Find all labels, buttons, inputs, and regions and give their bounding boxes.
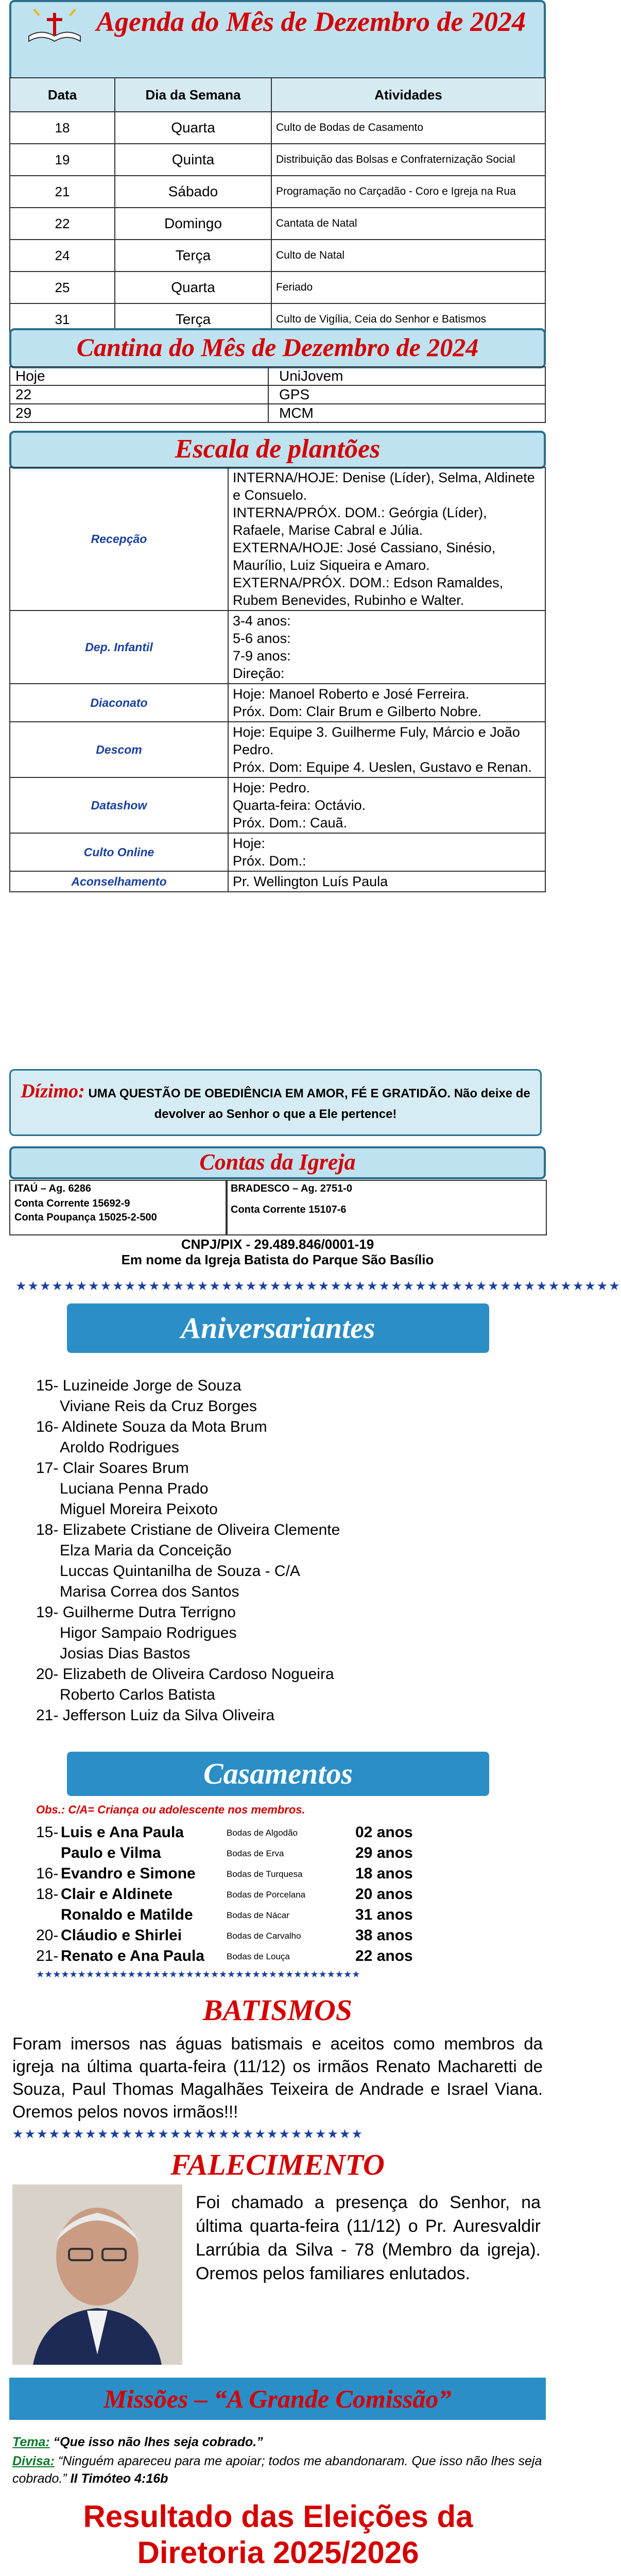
casamento-nome: Ronaldo e Matilde: [61, 1906, 193, 1923]
aniversariante-item: Higor Sampaio Rodrigues: [60, 1624, 237, 1641]
casamento-item: [36, 1927, 541, 1947]
escala-area: Diaconato: [10, 684, 228, 722]
aniversariante-item: Elza Maria da Conceição: [60, 1542, 232, 1559]
aniversariante-item: Marisa Correa dos Santos: [60, 1583, 239, 1600]
eleicoes-title: Resultado das Eleições da Diretoria 2025/2026: [83, 2499, 473, 2570]
casamentos-title: Casamentos: [203, 1757, 353, 1790]
escala-line: INTERNA/HOJE: Denise (Líder), Selma, Aldinete e Consuelo.: [233, 470, 535, 503]
casamento-item: [36, 1865, 541, 1886]
escala-line: Hoje: Pedro.: [233, 780, 310, 795]
missoes-banner: [9, 2378, 546, 2420]
escala-line: Pr. Wellington Luís Paula: [233, 874, 388, 889]
cantina-table: [9, 366, 546, 423]
aniversariantes-list: [36, 1376, 541, 1726]
casamento-anos: 02 anos: [355, 1824, 413, 1841]
escala-table: [9, 467, 546, 892]
casamento-anos: 20 anos: [355, 1886, 413, 1903]
aniversariante-item: 16- Aldinete Souza da Mota Brum: [36, 1418, 267, 1435]
casamento-nome: Paulo e Vilma: [61, 1844, 161, 1861]
escala-line: Próx. Dom.:: [233, 853, 306, 869]
casamento-item: [36, 1886, 541, 1906]
aniversariantes-title: Aniversariantes: [181, 1311, 375, 1345]
contas-nome: Em nome da Igreja Batista do Parque São Basílio: [121, 1252, 434, 1267]
casamento-item: [36, 1947, 541, 1968]
casamento-anos: 22 anos: [355, 1947, 413, 1964]
agenda-cell-atividade: Culto de Bodas de Casamento: [271, 112, 545, 144]
agenda-row: [10, 240, 545, 272]
casamento-anos: 18 anos: [355, 1865, 413, 1882]
escala-detail: [228, 777, 545, 833]
agenda-cell-atividade: Programação no Carçadão - Coro e Igreja na Rua: [271, 176, 545, 208]
cantina-row: [10, 367, 545, 385]
agenda-banner: [9, 0, 546, 81]
casamento-bodas: Bodas de Louça: [227, 1952, 290, 1961]
escala-line: EXTERNA/HOJE: José Cassiano, Sinésio, Maurílio, Luiz Siqueira e Amaro.: [233, 540, 496, 573]
agenda-cell-dia: Quinta: [115, 144, 271, 176]
escala-title: Escala de plantões: [175, 434, 381, 464]
agenda-cell-atividade: Distribuição das Bolsas e Confraternização Social: [271, 144, 545, 176]
escala-row: [10, 467, 545, 611]
bradesco-label: BRADESCO – Ag. 2751-0: [231, 1183, 352, 1194]
escala-line: 3-4 anos:: [233, 613, 291, 629]
bible-logo-icon: [24, 5, 85, 46]
itau-label: ITAÚ – Ag. 6286: [14, 1183, 91, 1194]
agenda-cell-atividade: Cantata de Natal: [271, 208, 545, 240]
escala-banner: [9, 431, 546, 469]
agenda-row: [10, 272, 545, 303]
agenda-cell-dia: Quarta: [115, 272, 271, 303]
agenda-cell-atividade: Feriado: [271, 272, 545, 303]
escala-area: Dep. Infantil: [10, 611, 228, 684]
bradesco-cc: Conta Corrente 15107-6: [231, 1204, 347, 1215]
agenda-row: [10, 208, 545, 240]
cantina-cell-nome: GPS: [268, 385, 545, 404]
contas-itau: [9, 1180, 228, 1235]
agenda-header-atividades: Atividades: [271, 78, 545, 112]
escala-line: INTERNA/PRÓX. DOM.: Geórgia (Líder), Rafaele, Marise Cabral e Júlia.: [233, 505, 487, 538]
aniversariante-item: 19- Guilherme Dutra Terrigno: [36, 1604, 236, 1621]
star-divider-2: ★★★★★★★★★★★★★★★★★★★★★★★★★★★★★: [12, 2127, 364, 2141]
escala-line: Quarta-feira: Octávio.: [233, 798, 366, 813]
aniversariante-item: Aroldo Rodrigues: [60, 1439, 179, 1456]
escala-row: [10, 777, 545, 833]
casamento-anos: 38 anos: [355, 1927, 413, 1944]
casamento-dia: 16-: [36, 1865, 59, 1882]
escala-row: [10, 611, 545, 684]
casamento-dia: 15-: [36, 1824, 59, 1841]
dizimo-label: Dízimo:: [21, 1080, 85, 1102]
contas-title: Contas da Igreja: [199, 1149, 356, 1175]
aniversariante-item: Luccas Quintanilha de Souza - C/A: [60, 1563, 300, 1580]
star-divider: ★★★★★★★★★★★★★★★★★★★★★★★★★★★★★★★★★★★★★★★★★★★★★★★★★★: [15, 1279, 621, 1293]
cantina-banner: [9, 328, 546, 368]
casamento-item: [36, 1906, 541, 1927]
escala-row: [10, 684, 545, 722]
agenda-cell-atividade: Culto de Natal: [271, 240, 545, 272]
escala-line: 7-9 anos:: [233, 648, 291, 664]
falecimento-text: Foi chamado a presença do Senhor, na última quarta-feira (11/12) o Pr. Auresvaldir Larrúbia da Silva - 78 (Membro da igreja). Oremos pelos familiares enlutados.: [196, 2193, 541, 2283]
contas-banner: [9, 1146, 546, 1179]
agenda-row: [10, 144, 545, 176]
casamento-dia: 18-: [36, 1886, 59, 1903]
escala-detail: [228, 871, 545, 892]
escala-line: 5-6 anos:: [233, 631, 291, 646]
missoes-ref: II Timóteo 4:16b: [70, 2471, 168, 2486]
escala-line: Próx. Dom: Clair Brum e Gilberto Nobre.: [233, 704, 482, 719]
cantina-title: Cantina do Mês de Dezembro de 2024: [76, 333, 479, 362]
aniversariante-item: 20- Elizabeth de Oliveira Cardoso Nogueira: [36, 1666, 334, 1683]
casamento-bodas: Bodas de Carvalho: [227, 1931, 301, 1941]
casamento-bodas: Bodas de Erva: [227, 1849, 284, 1858]
cantina-cell-nome: MCM: [268, 404, 545, 422]
agenda-cell-dia: Terça: [115, 240, 271, 272]
cantina-cell-nome: UniJovem: [268, 367, 545, 385]
casamento-nome: Renato e Ana Paula: [61, 1947, 204, 1964]
casamento-dia: 20-: [36, 1927, 59, 1944]
agenda-cell-dia: Domingo: [115, 208, 271, 240]
contas-bradesco: [226, 1180, 547, 1235]
cantina-cell-dia: Hoje: [10, 367, 268, 385]
escala-row: [10, 722, 545, 777]
casamento-dia: 21-: [36, 1947, 59, 1964]
agenda-title: Agenda do Mês de Dezembro de 2024: [96, 6, 526, 37]
agenda-row: [10, 176, 545, 208]
agenda-cell-data: 25: [10, 272, 115, 303]
agenda-cell-dia: Quarta: [115, 112, 271, 144]
escala-line: Hoje: Manoel Roberto e José Ferreira.: [233, 686, 470, 702]
aniversariante-item: 15- Luzineide Jorge de Souza: [36, 1377, 242, 1394]
casamento-bodas: Bodas de Nácar: [227, 1910, 289, 1920]
casamentos-star-divider: ★★★★★★★★★★★★★★★★★★★★★★★★★★★★★★★★★★★★★★★: [36, 1969, 360, 1979]
escala-area: Culto Online: [10, 833, 228, 871]
contas-pix: CNPJ/PIX - 29.489.846/0001-19: [181, 1236, 374, 1252]
agenda-cell-dia: Terça: [115, 303, 271, 335]
missoes-tema-text: “Que isso não lhes seja cobrado.”: [53, 2435, 263, 2449]
agenda-cell-data: 21: [10, 176, 115, 208]
casamento-bodas: Bodas de Turquesa: [227, 1869, 303, 1879]
casamento-bodas: Bodas de Algodão: [227, 1828, 298, 1838]
itau-cc: Conta Corrente 15692-9: [14, 1198, 130, 1209]
escala-area: Datashow: [10, 777, 228, 833]
cantina-cell-dia: 22: [10, 385, 268, 404]
escala-detail: [228, 684, 545, 722]
agenda-cell-dia: Sábado: [115, 176, 271, 208]
casamento-anos: 29 anos: [355, 1844, 413, 1861]
falecimento-title: FALECIMENTO: [170, 2148, 385, 2181]
missoes-divisa-label: Divisa:: [12, 2454, 55, 2468]
casamento-nome: Cláudio e Shirlei: [61, 1927, 182, 1944]
dizimo-text: UMA QUESTÃO DE OBEDIÊNCIA EM AMOR, FÉ E GRATIDÃO. Não deixe de devolver ao Senhor o que a Ele pertence!: [88, 1087, 530, 1121]
escala-area: Descom: [10, 722, 228, 777]
agenda-cell-data: 24: [10, 240, 115, 272]
casamentos-obs: Obs.: C/A= Criança ou adolescente nos membros.: [36, 1803, 305, 1816]
escala-area: Recepção: [10, 467, 228, 611]
casamento-anos: 31 anos: [355, 1906, 413, 1923]
agenda-cell-data: 22: [10, 208, 115, 240]
agenda-cell-data: 18: [10, 112, 115, 144]
itau-poupanca: Conta Poupança 15025-2-500: [14, 1212, 157, 1223]
agenda-header-dia: Dia da Semana: [115, 78, 271, 112]
pastor-photo: [12, 2184, 182, 2365]
aniversariante-item: Viviane Reis da Cruz Borges: [60, 1398, 257, 1415]
aniversariante-item: 18- Elizabete Cristiane de Oliveira Clemente: [36, 1521, 340, 1538]
casamento-item: [36, 1824, 541, 1844]
aniversariante-item: Miguel Moreira Peixoto: [60, 1501, 218, 1518]
cantina-row: [10, 404, 545, 422]
missoes-title: Missões – “A Grande Comissão”: [104, 2384, 452, 2413]
escala-detail: [228, 722, 545, 777]
agenda-cell-atividade: Culto de Vigília, Ceia do Senhor e Batismos: [271, 303, 545, 335]
casamento-nome: Luis e Ana Paula: [61, 1824, 184, 1841]
escala-detail: [228, 611, 545, 684]
cantina-row: [10, 385, 545, 404]
aniversariante-item: Josias Dias Bastos: [60, 1645, 191, 1662]
casamento-item: [36, 1844, 541, 1865]
aniversariante-item: 17- Clair Soares Brum: [36, 1460, 189, 1477]
dizimo-box: [9, 1069, 542, 1136]
casamento-nome: Evandro e Simone: [61, 1865, 196, 1882]
cantina-cell-dia: 29: [10, 404, 268, 422]
agenda-header-data: Data: [10, 78, 115, 112]
batismos-title: BATISMOS: [202, 1993, 353, 2027]
escala-line: Hoje: Equipe 3. Guilherme Fuly, Márcio e João Pedro.: [233, 724, 520, 757]
missoes-tema: [12, 2435, 543, 2450]
escala-row: [10, 871, 545, 892]
agenda-row: [10, 112, 545, 144]
escala-line: EXTERNA/PRÓX. DOM.: Edson Ramaldes, Rubem Benevides, Rubinho e Walter.: [233, 575, 504, 608]
batismos-text: Foram imersos nas águas batismais e aceitos como membros da igreja na última quarta-feira (11/12) os irmãos Renato Macharetti de Souza, Paul Thomas Magalhães Teixeira de Andrade e Israel Viana. Oremos pelos novos irmãos!!!: [12, 2034, 543, 2121]
escala-line: Próx. Dom.: Cauã.: [233, 815, 348, 831]
aniversariante-item: Luciana Penna Prado: [60, 1480, 209, 1497]
aniversariante-item: Roberto Carlos Batista: [60, 1686, 215, 1703]
missoes-tema-label: Tema:: [12, 2435, 50, 2449]
agenda-table: [9, 77, 546, 336]
missoes-divisa: [12, 2452, 543, 2487]
escala-detail: [228, 467, 545, 611]
escala-area: Aconselhamento: [10, 871, 228, 892]
aniversariante-item: 21- Jefferson Luiz da Silva Oliveira: [36, 1707, 275, 1724]
casamento-nome: Clair e Aldinete: [61, 1886, 173, 1903]
agenda-cell-data: 19: [10, 144, 115, 176]
escala-row: [10, 833, 545, 871]
escala-line: Direção:: [233, 666, 285, 681]
casamentos-banner: [67, 1752, 489, 1796]
casamento-bodas: Bodas de Porcelana: [227, 1890, 306, 1900]
missoes-divisa-text: “Ninguém apareceu para me apoiar; todos me abandonaram. Que isso não lhes seja cobrado.”: [12, 2454, 542, 2486]
escala-line: Próx. Dom: Equipe 4. Ueslen, Gustavo e Renan.: [233, 759, 532, 775]
casamentos-list: [36, 1824, 541, 1980]
contas-box: [9, 1180, 546, 1266]
agenda-cell-data: 31: [10, 303, 115, 335]
escala-detail: [228, 833, 545, 871]
escala-line: Hoje:: [233, 836, 266, 851]
aniversariantes-banner: [67, 1303, 489, 1353]
